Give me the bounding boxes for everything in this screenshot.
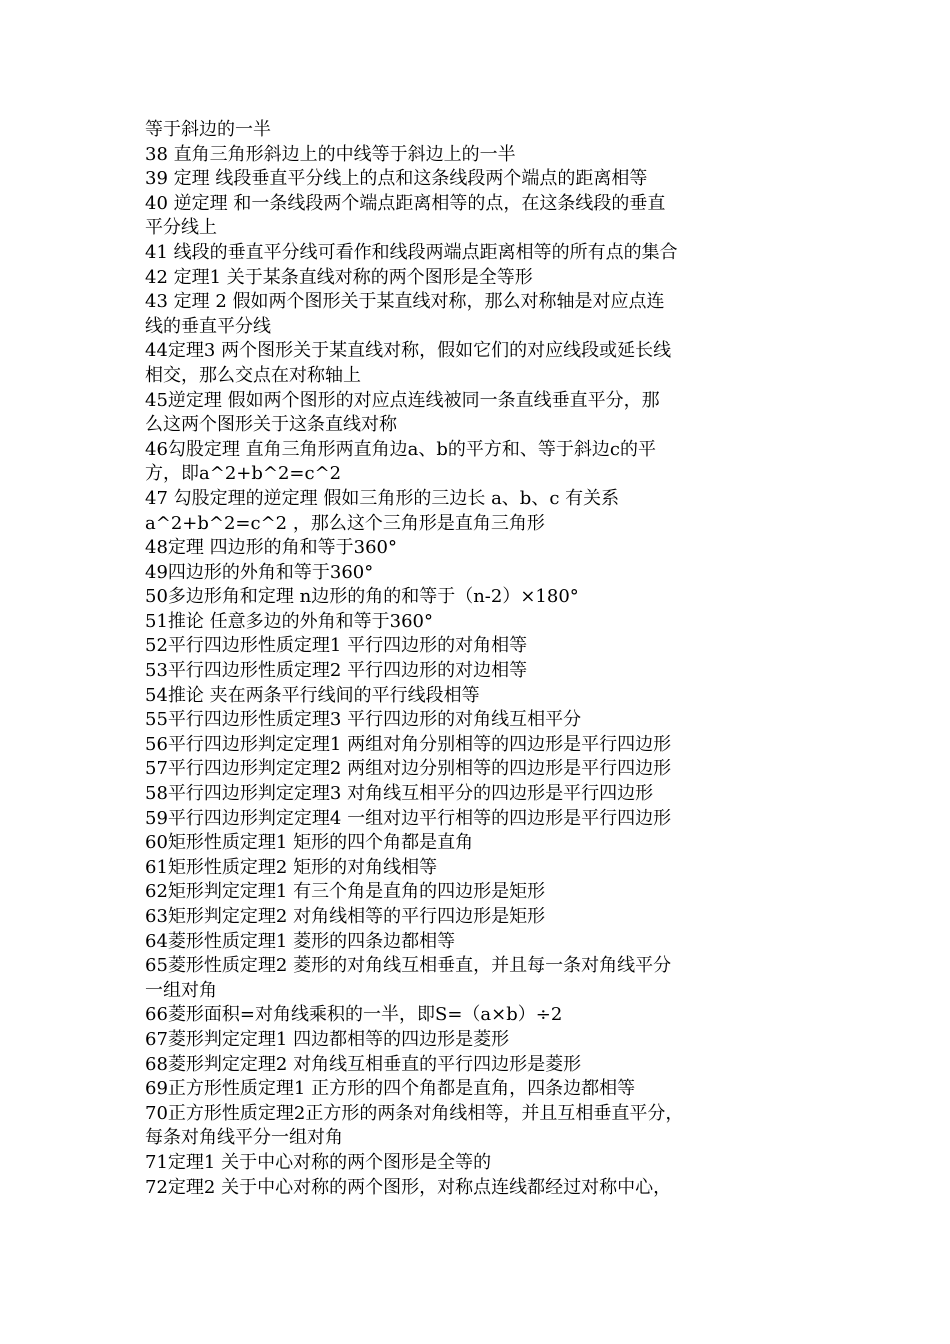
text-line: 53平行四边形性质定理2 平行四边形的对边相等 [145,660,528,682]
text-line: 57平行四边形判定定理2 两组对边分别相等的四边形是平行四边形 [145,758,672,780]
text-line: 51推论 任意多边的外角和等于360° [145,610,433,632]
text-line: 一组对角 [145,979,217,1001]
text-line: 40 逆定理 和一条线段两个端点距离相等的点，在这条线段的垂直 [145,192,666,214]
text-line: 43 定理 2 假如两个图形关于某直线对称，那么对称轴是对应点连 [145,291,665,313]
text-line: 39 定理 线段垂直平分线上的点和这条线段两个端点的距离相等 [145,168,648,190]
text-line: 72定理2 关于中心对称的两个图形，对称点连线都经过对称中心， [145,1176,672,1198]
text-line: 平分线上 [145,217,217,239]
text-line: 54推论 夹在两条平行线间的平行线段相等 [145,684,480,706]
text-line: 47 勾股定理的逆定理 假如三角形的三边长 a、b、c 有关系 [145,487,620,509]
text-line: 45逆定理 假如两个图形的对应点连线被同一条直线垂直平分，那 [145,389,660,411]
text-line: 55平行四边形性质定理3 平行四边形的对角线互相平分 [145,709,582,731]
text-line: 70正方形性质定理2正方形的两条对角线相等，并且互相垂直平分， [145,1102,684,1124]
text-line: 56平行四边形判定定理1 两组对角分别相等的四边形是平行四边形 [145,733,672,755]
text-line: 50多边形角和定理 n边形的角的和等于（n-2）×180° [145,586,579,608]
text-line: 38 直角三角形斜边上的中线等于斜边上的一半 [145,143,516,165]
text-line: 64菱形性质定理1 菱形的四条边都相等 [145,930,456,952]
text-line: 方，即a^2+b^2=c^2 [145,463,342,485]
text-line: 等于斜边的一半 [145,119,271,140]
text-line: 49四边形的外角和等于360° [145,561,374,583]
text-line: 46勾股定理 直角三角形两直角边a、b的平方和、等于斜边c的平 [145,438,656,460]
text-line: 线的垂直平分线 [145,315,271,337]
text-line: 62矩形判定定理1 有三个角是直角的四边形是矩形 [145,881,546,903]
document-page [145,118,815,1200]
text-line: 66菱形面积=对角线乘积的一半，即S=（a×b）÷2 [145,1004,563,1026]
text-line: 42 定理1 关于某条直线对称的两个图形是全等形 [145,266,533,288]
text-line: 63矩形判定定理2 对角线相等的平行四边形是矩形 [145,906,546,927]
text-line: 68菱形判定定理2 对角线互相垂直的平行四边形是菱形 [145,1053,582,1075]
text-line: 61矩形性质定理2 矩形的对角线相等 [145,856,438,878]
text-line: a^2+b^2=c^2 ，那么这个三角形是直角三角形 [145,512,545,534]
text-line: 相交，那么交点在对称轴上 [145,364,361,386]
text-line: 71定理1 关于中心对称的两个图形是全等的 [145,1151,492,1173]
text-line: 52平行四边形性质定理1 平行四边形的对角相等 [145,635,528,657]
text-line: 每条对角线平分一组对角 [145,1127,343,1149]
text-line: 44定理3 两个图形关于某直线对称，假如它们的对应线段或延长线 [145,340,672,362]
text-line: 60矩形性质定理1 矩形的四个角都是直角 [145,832,474,854]
text-line: 么这两个图形关于这条直线对称 [145,414,397,436]
text-line: 67菱形判定定理1 四边都相等的四边形是菱形 [145,1028,510,1050]
text-line: 48定理 四边形的角和等于360° [145,537,397,559]
text-line: 58平行四边形判定定理3 对角线互相平分的四边形是平行四边形 [145,783,654,805]
text-line: 65菱形性质定理2 菱形的对角线互相垂直，并且每一条对角线平分 [145,955,672,977]
text-line: 59平行四边形判定定理4 一组对边平行相等的四边形是平行四边形 [145,807,672,829]
text-line: 41 线段的垂直平分线可看作和线段两端点距离相等的所有点的集合 [145,241,678,263]
text-line: 69正方形性质定理1 正方形的四个角都是直角，四条边都相等 [145,1078,636,1100]
